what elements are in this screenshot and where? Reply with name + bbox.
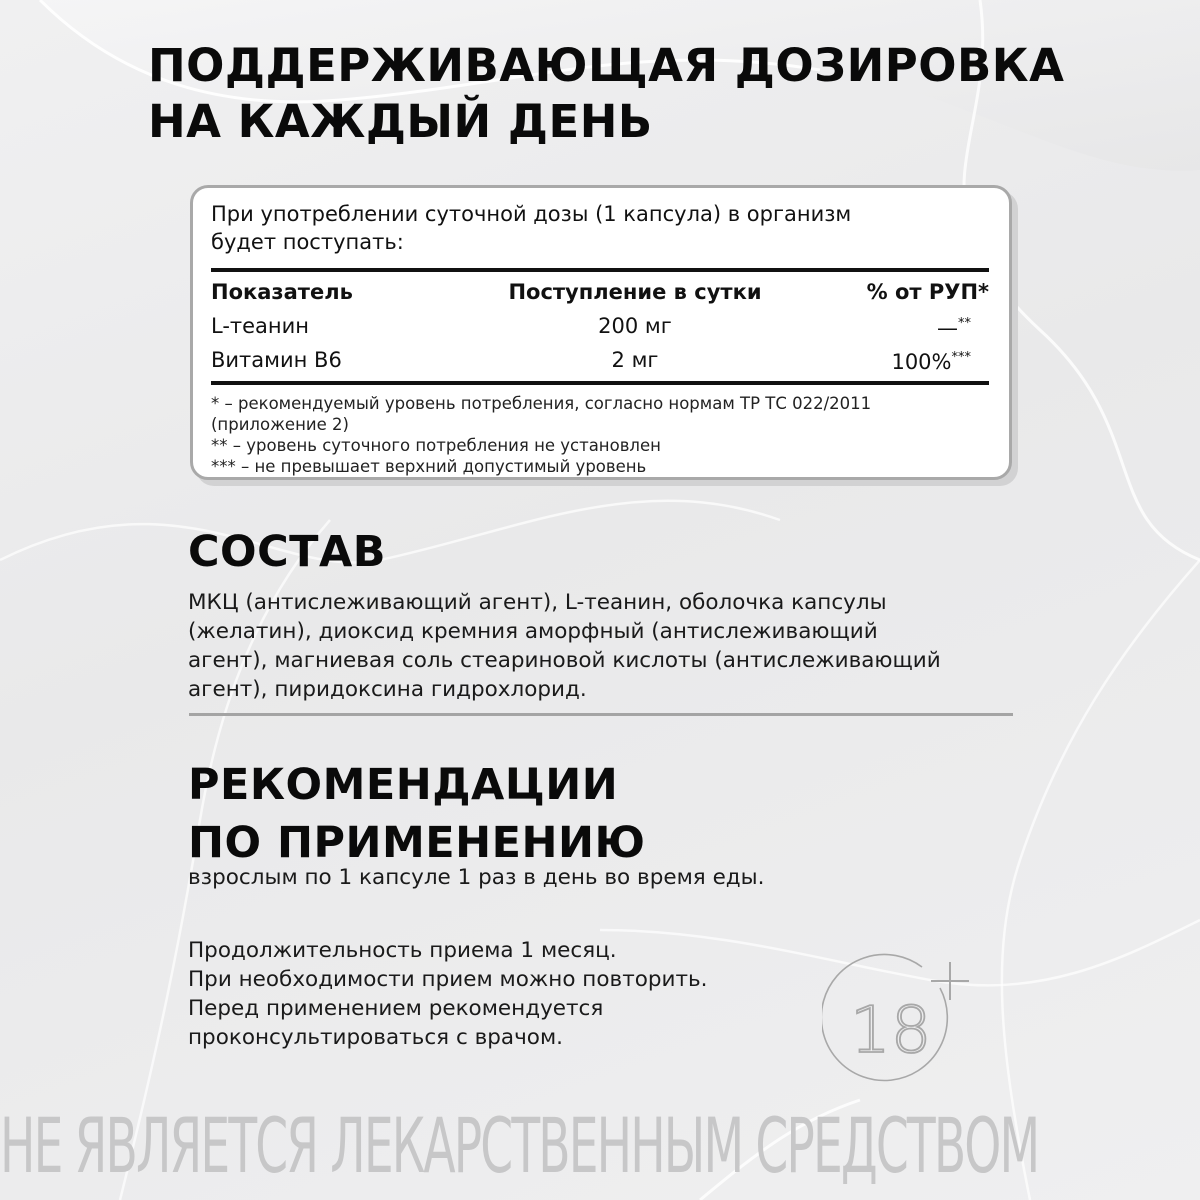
composition-line: МКЦ (антислеживающий агент), L-теанин, оболочка капсулы — [188, 590, 887, 615]
row-percent — [789, 309, 989, 343]
usage-note: Продолжительность приема 1 месяц. — [188, 938, 617, 963]
section-divider — [189, 713, 1013, 716]
table-header-row — [211, 278, 989, 309]
column-header-indicator: Показатель — [211, 280, 353, 304]
recommendations-heading-line2: ПО ПРИМЕНЕНИЮ — [188, 818, 646, 868]
footnotes — [211, 393, 989, 477]
page-title-line1: ПОДДЕРЖИВАЮЩАЯ ДОЗИРОВКА — [148, 39, 1065, 92]
usage-note: При необходимости прием можно повторить. — [188, 967, 708, 992]
footnote: ** – уровень суточного потребления не установлен — [211, 436, 661, 455]
page-title-line2: НА КАЖДЫЙ ДЕНЬ — [148, 95, 653, 148]
row-name: L-теанин — [211, 313, 310, 338]
footnote: (приложение 2) — [211, 415, 349, 434]
composition-line: (желатин), диоксид кремния аморфный (антислеживающий — [188, 619, 878, 644]
footnote: *** – не превышает верхний допустимый уровень — [211, 457, 647, 476]
age-18-plus-icon — [822, 952, 972, 1082]
table-top-rule — [211, 268, 989, 272]
age-badge-number: 18 — [850, 994, 932, 1068]
composition-text — [188, 588, 941, 704]
dosage-card — [190, 185, 1012, 480]
composition-line: агент), пиридоксина гидрохлорид. — [188, 677, 587, 702]
row-percent-footnote-mark: ** — [958, 316, 971, 331]
row-amount: 200 мг — [598, 313, 672, 338]
usage-notes — [188, 936, 708, 1052]
usage-note: проконсультироваться с врачом. — [188, 1025, 564, 1050]
dosage-table — [211, 278, 989, 377]
usage-note: Перед применением рекомендуется — [188, 996, 604, 1021]
table-row — [211, 309, 989, 343]
row-percent-value: — — [937, 316, 958, 340]
dosage-intro-line1: При употреблении суточной дозы (1 капсула) в организм — [211, 202, 852, 226]
dosage-intro — [211, 200, 989, 256]
row-percent — [789, 343, 989, 377]
row-amount: 2 мг — [611, 347, 659, 372]
recommendations-heading-line1: РЕКОМЕНДАЦИИ — [188, 760, 619, 810]
footnote: * – рекомендуемый уровень потребления, согласно нормам ТР ТС 022/2011 — [211, 394, 872, 413]
dosage-intro-line2: будет поступать: — [211, 230, 404, 254]
row-percent-footnote-mark: *** — [951, 350, 971, 365]
row-name: Витамин В6 — [211, 347, 342, 372]
recommended-dose: взрослым по 1 капсуле 1 раз в день во время еды. — [188, 865, 765, 890]
composition-line: агент), магниевая соль стеариновой кислоты (антислеживающий — [188, 648, 941, 673]
table-bottom-rule — [211, 381, 989, 385]
row-percent-value: 100% — [891, 350, 952, 374]
column-header-daily-intake: Поступление в сутки — [508, 280, 762, 304]
disclaimer-banner: НЕ ЯВЛЯЕТСЯ ЛЕКАРСТВЕННЫМ СРЕДСТВОМ — [0, 1101, 1039, 1190]
page-title — [148, 38, 1064, 150]
recommendations-heading — [188, 756, 645, 872]
composition-heading: СОСТАВ — [188, 527, 387, 577]
column-header-rup-percent: % от РУП* — [866, 280, 989, 304]
table-row — [211, 343, 989, 377]
